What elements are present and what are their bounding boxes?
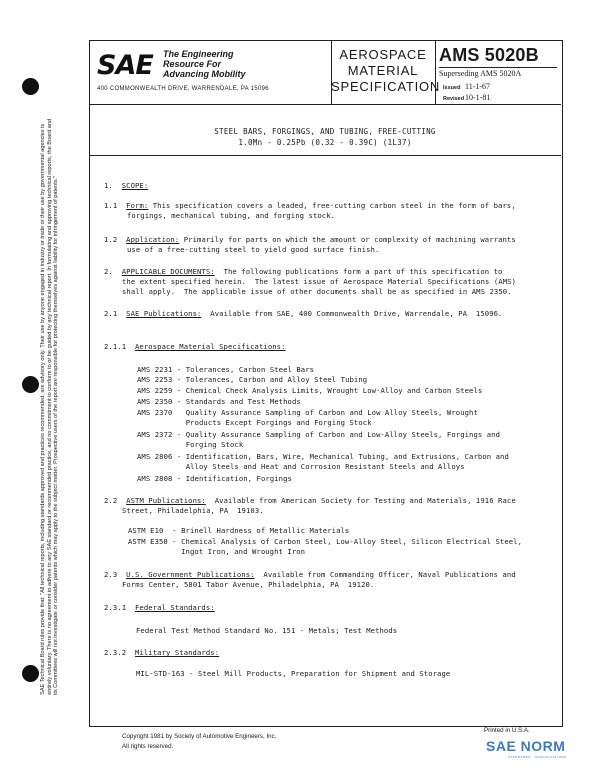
printed-in-note: Printed in U.S.A. [484, 727, 530, 734]
binder-hole-middle [22, 376, 39, 393]
section-2-2-cont: Street, Philadelphia, PA 19103. [122, 506, 264, 515]
federal-standard-item: Federal Test Method Standard No. 151 - Metals; Test Methods [136, 626, 398, 635]
astm-list-item: ASTM E10 - Brinell Hardness of Metallic Materials [128, 526, 350, 535]
section-2-cont-1: the extent specified herein. The latest issue of Aerospace Material Specifications (AMS) [122, 277, 517, 286]
sae-norm-watermark-sub: STANDARDS · SPECIFICATIONS [508, 755, 567, 759]
copyright-notice: Copyright 1981 by Society of Automotive Engineers, Inc. All rights reserved. [122, 733, 277, 750]
astm-list-item: ASTM E350 - Chemical Analysis of Carbon Steel, Low-Alloy Steel, Silicon Electrical Steel, [128, 537, 523, 546]
revised-date-row: Revised10-1-81 [443, 93, 491, 102]
section-2-3-cont: Forms Center, 5801 Tabor Avenue, Philadelphia, PA 19120. [122, 580, 375, 589]
sae-logo: SAE [97, 50, 153, 81]
sae-tagline: The Engineering Resource For Advancing Mobility [163, 49, 246, 79]
ams-list-item: AMS 2806 - Identification, Bars, Wire, Mechanical Tubing, and Extrusions, Carbon and [137, 452, 509, 461]
issued-date-row: Issued 11-1-67 [443, 82, 491, 91]
sae-address: 400 COMMONWEALTH DRIVE, WARRENDALE, PA 15096 [97, 86, 269, 92]
section-2-3: 2.3 U.S. Government Publications: Available from Commanding Officer, Naval Publications and [104, 570, 516, 579]
superseding-note: Superseding AMS 5020A [439, 67, 557, 78]
section-1-2-cont: use of a free-cutting steel to yield good surface finish. [127, 245, 380, 254]
astm-list-item: Ingot Iron, and Wrought Iron [128, 547, 306, 556]
ams-number: AMS 5020B [439, 45, 539, 65]
ams-list-item: AMS 2808 - Identification, Forgings [137, 474, 292, 483]
ams-list-item: AMS 2370 Quality Assurance Sampling of Carbon and Low Alloy Steels, Wrought [137, 408, 478, 417]
document-title: STEEL BARS, FORGINGS, AND TUBING, FREE-CUTTING 1.0Mn - 0.25Pb (0.32 - 0.39C) (1L37) [214, 127, 436, 147]
technical-board-disclaimer: SAE Technical Board rules provide that: "All technical reports, including standards approved and practices recommended, are advisory only. Their use by anyone engaged in industry or trade or their use by governmental agencies is entirely voluntary. There is no agreement to adhere to any SAE standard or recommended practice, and no commitment to conform to or be guided by any technical report. In formulating and approving technical reports, the Board and its Committees will not investigate or consider patents which may apply to the subject matter. Prospective users of the report are responsible for protecting themselves against liability for infringement of patents." [40, 118, 60, 695]
binder-hole-bottom [22, 665, 39, 682]
ams-list-item: AMS 2253 - Tolerances, Carbon and Alloy Steel Tubing [137, 375, 368, 384]
ams-list-item: AMS 2259 - Chemical Check Analysis Limits, Wrought Low-Alloy and Carbon Steels [137, 386, 483, 395]
ams-list-item: Alloy Steels and Heat and Corrosion Resistant Steels and Alloys [137, 462, 465, 471]
spec-type-label: AEROSPACE MATERIAL SPECIFICATION [331, 47, 441, 94]
section-2-3-2: 2.3.2 Military Standards: [104, 648, 220, 657]
military-standard-item: MIL-STD-163 - Steel Mill Products, Preparation for Shipment and Storage [136, 669, 451, 678]
section-2-1-1: 2.1.1 Aerospace Material Specifications: [104, 342, 286, 351]
section-2-2: 2.2 ASTM Publications: Available from American Society for Testing and Materials, 1916 Race [104, 496, 516, 505]
ams-list-item: AMS 2372 - Quality Assurance Sampling of Carbon and Low-Alloy Steels, Forgings and [137, 430, 501, 439]
ams-list-item: AMS 2350 - Standards and Test Methods [137, 397, 301, 406]
section-2-cont-2: shall apply. The applicable issue of other documents shall be as specified in AMS 2350. [122, 287, 512, 296]
sae-norm-watermark: SAE NORM [486, 738, 566, 754]
ams-list-item: Forging Stock [137, 440, 244, 449]
section-2-1: 2.1 SAE Publications: Available from SAE, 400 Commonwealth Drive, Warrendale, PA 15096. [104, 309, 503, 318]
section-1-heading: 1. SCOPE: [104, 181, 149, 190]
section-1-1: 1.1 Form: This specification covers a leaded, free-cutting carbon steel in the form of bars, [104, 201, 516, 210]
section-1-2: 1.2 Application: Primarily for parts on which the amount or complexity of machining warrants [104, 235, 516, 244]
binder-hole-top [22, 78, 39, 95]
section-2: 2. APPLICABLE DOCUMENTS: The following publications form a part of this specification to [104, 267, 503, 276]
section-1-1-cont: forgings, mechanical tubing, and forging stock. [127, 211, 336, 220]
ams-list-item: AMS 2231 - Tolerances, Carbon Steel Bars [137, 365, 315, 374]
section-2-3-1: 2.3.1 Federal Standards: [104, 603, 215, 612]
title-divider [89, 155, 561, 156]
ams-list-item: Products Except Forgings and Forging Stock [137, 418, 372, 427]
